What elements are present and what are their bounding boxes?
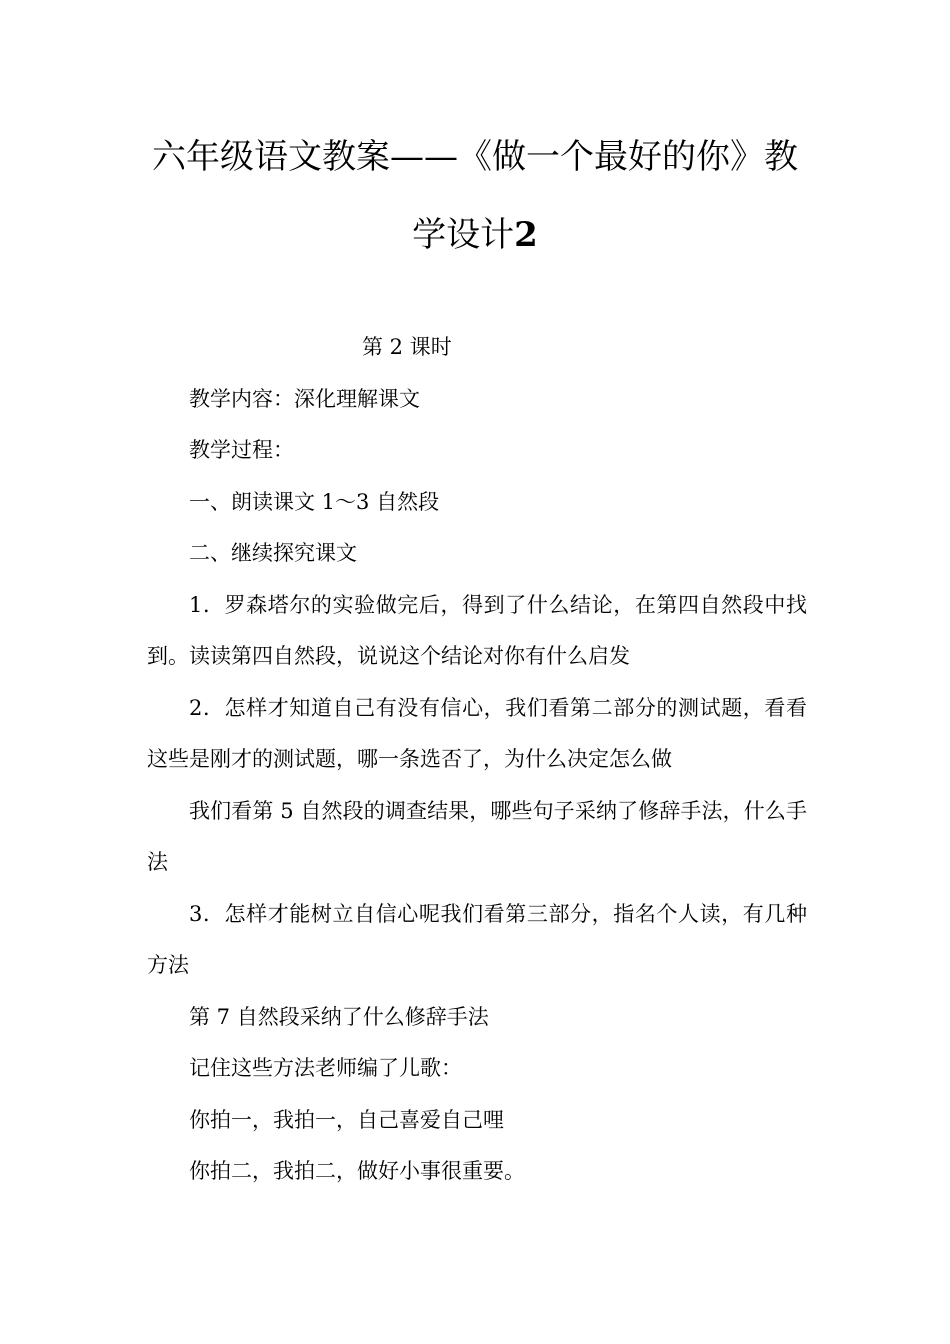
paragraph: 你拍一，我拍一，自己喜爱自己哩 <box>189 1107 504 1132</box>
paragraph: 记住这些方法老师编了儿歌： <box>189 1056 462 1080</box>
paragraph: 2．怎样才知道自己有没有信心，我们看第二部分的测试题，看看这些是刚才的测试题，哪一条选否了，为什么决定怎么做 <box>147 695 807 771</box>
paragraph: 教学内容：深化理解课文 <box>189 386 420 411</box>
paragraph: 第 7 自然段采纳了什么修辞手法 <box>189 1004 489 1029</box>
paragraph: 教学过程： <box>189 438 294 462</box>
paragraph: 你拍二，我拍二，做好小事很重要。 <box>189 1159 525 1183</box>
document-body <box>147 322 807 1198</box>
paragraph: 3．怎样才能树立自信心呢我们看第三部分，指名个人读，有几种方法 <box>147 901 807 977</box>
title-text: 六年级语文教案——《做一个最好的你》教学设计 <box>152 137 798 255</box>
lesson-heading: 第 2 课时 <box>362 335 452 359</box>
paragraph: 一、朗读课文 1～3 自然段 <box>189 489 440 514</box>
title-number: 2 <box>514 215 538 255</box>
document-title <box>140 118 810 274</box>
paragraph: 1．罗森塔尔的实验做完后，得到了什么结论，在第四自然段中找到。读读第四自然段，说说这个结论对你有什么启发 <box>147 592 807 668</box>
paragraph: 二、继续探究课文 <box>189 541 357 565</box>
paragraph: 我们看第 5 自然段的调查结果，哪些句子采纳了修辞手法，什么手法 <box>147 798 807 874</box>
